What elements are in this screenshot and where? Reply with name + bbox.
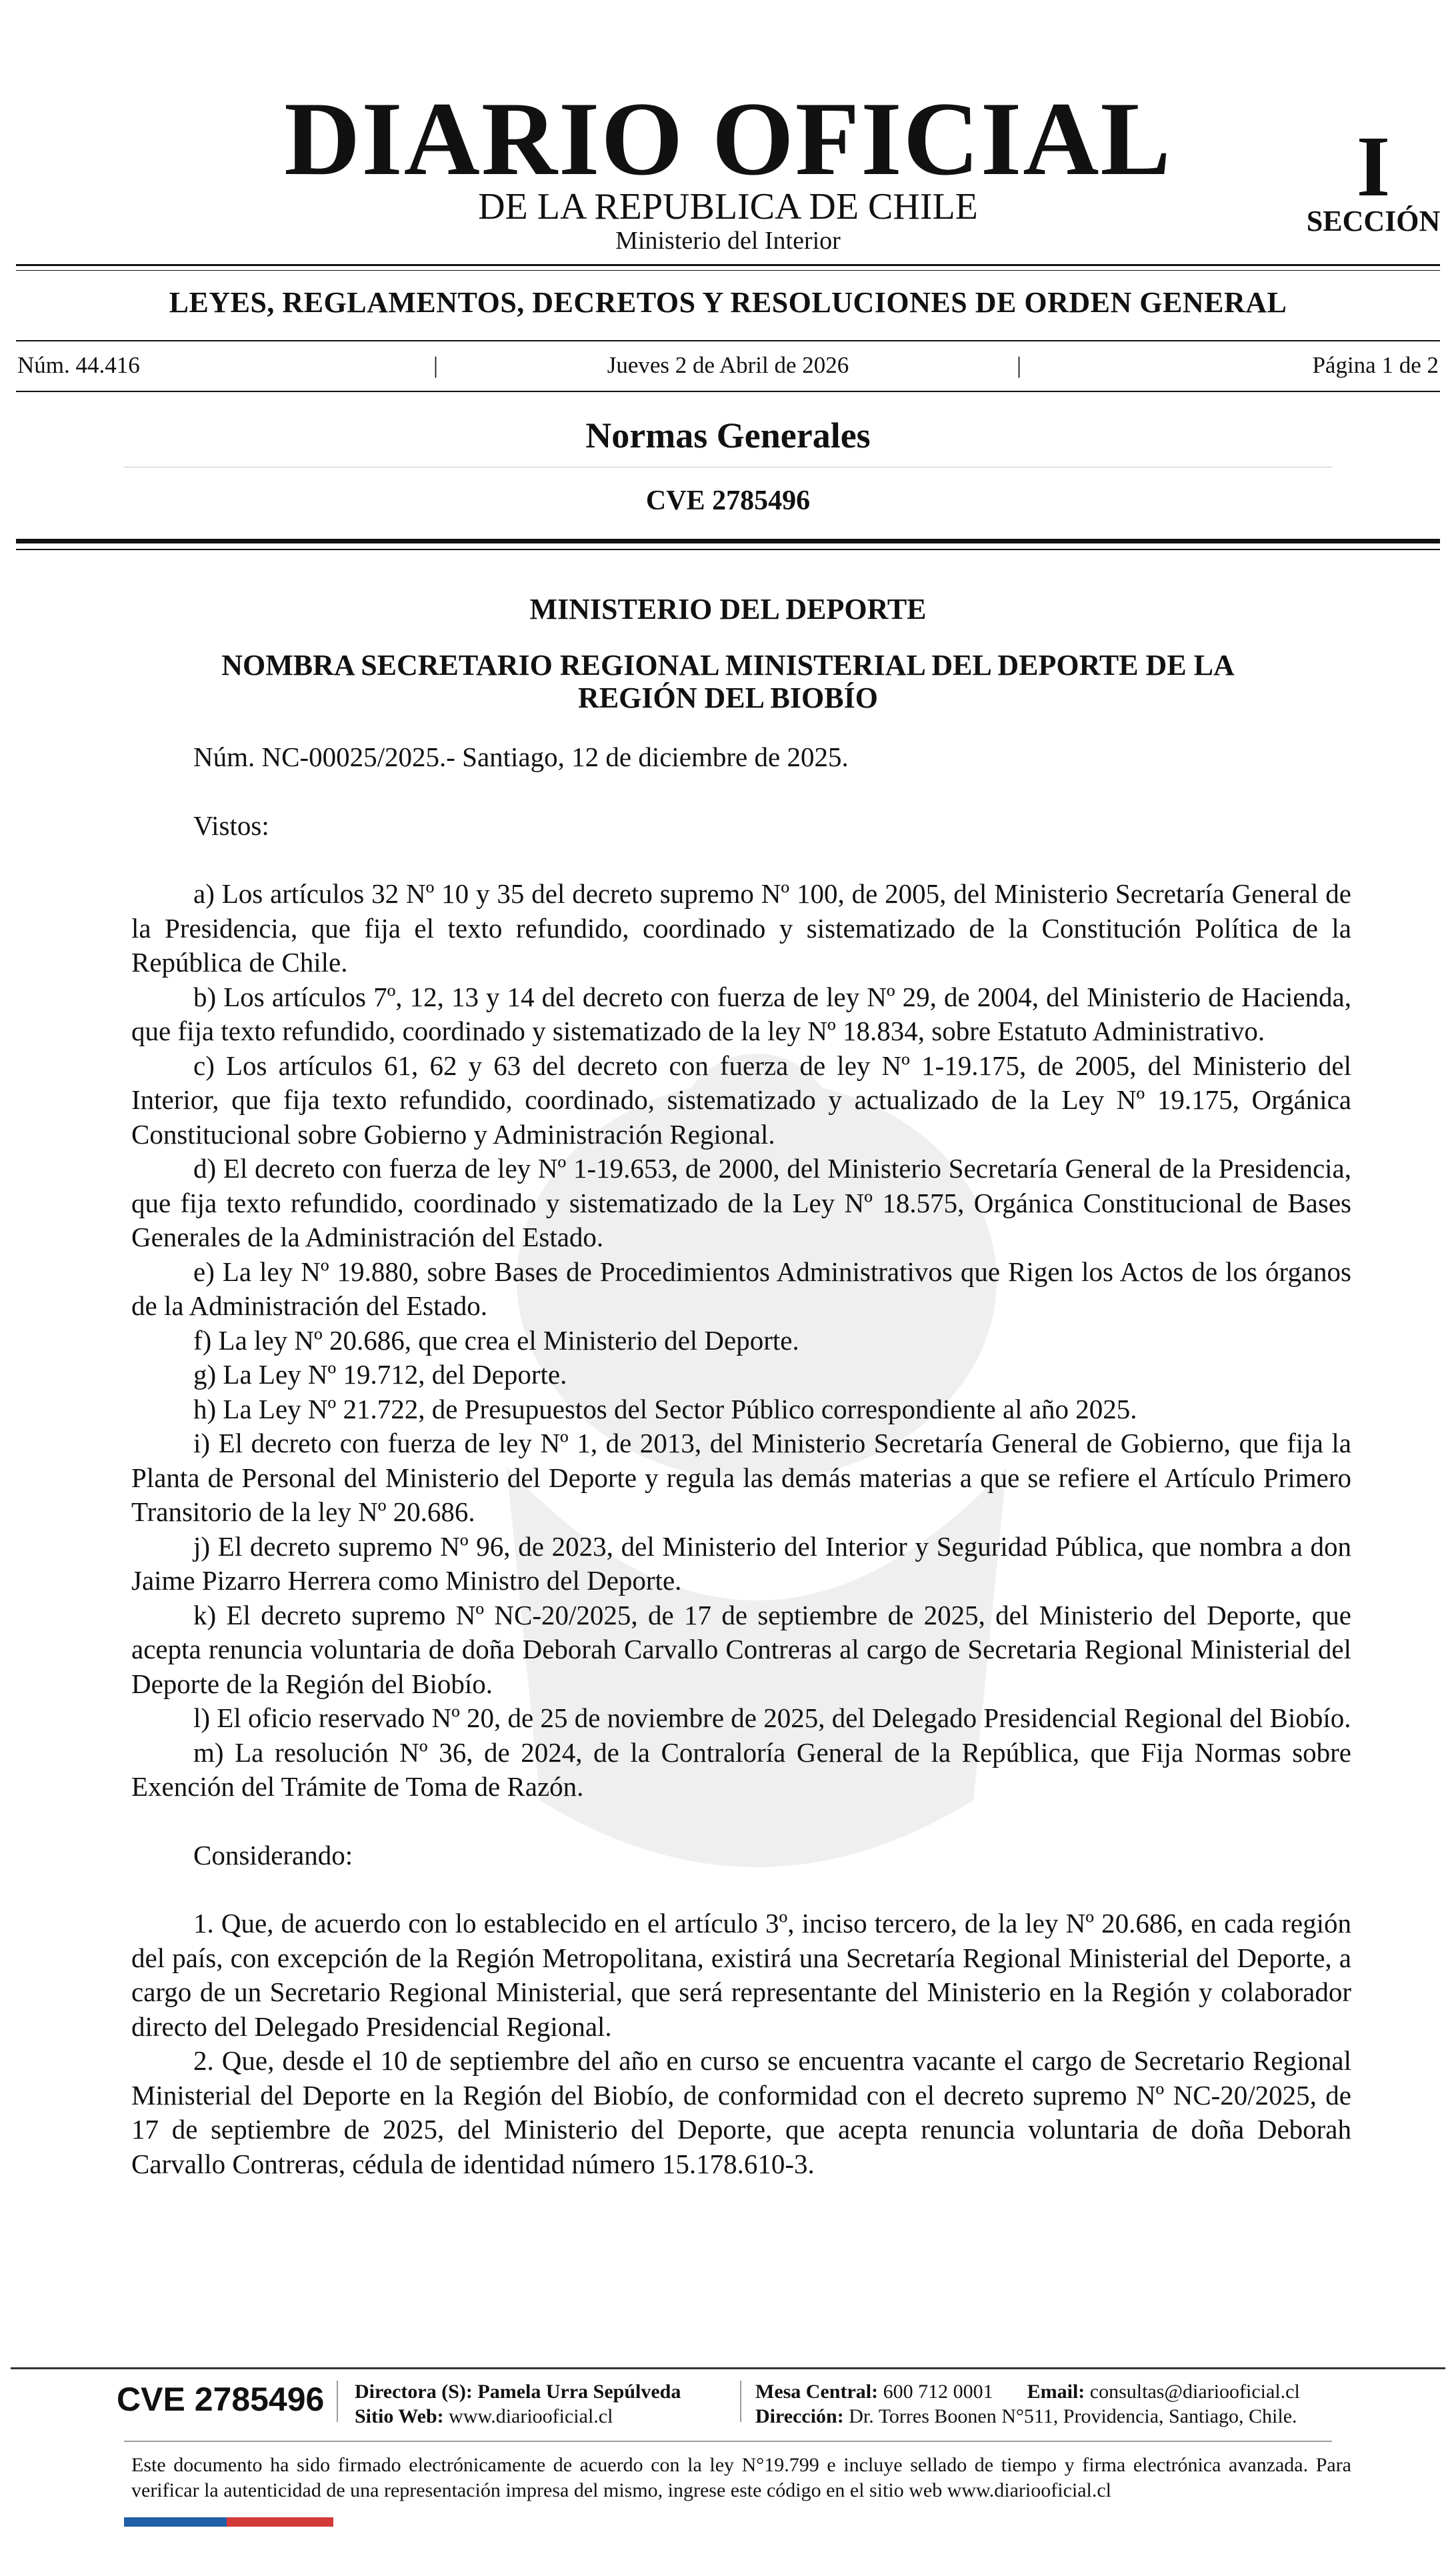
footer-phone-email [755,2382,1300,2402]
document-title-line1: NOMBRA SECRETARIO REGIONAL MINISTERIAL DEL DEPORTE DE LA [221,649,1235,682]
document-body [131,740,1351,2181]
visto-item: j) El decreto supremo Nº 96, de 2023, del Ministerio del Interior y Seguridad Pública, que nombra a don Jaime Pizarro Herrera como Ministro del Deporte. [131,1530,1351,1596]
meta-separator-1: | [433,352,439,378]
visto-item: e) La ley Nº 19.880, sobre Bases de Procedimientos Administrativos que Rigen los Actos de los órganos de la Administración del Estado. [131,1256,1351,1321]
masthead-rule-thin [16,270,1440,271]
director-name: Pamela Urra Sepúlveda [477,2381,681,2403]
footer-separator [337,2381,338,2422]
web-label: Sitio Web: [355,2405,444,2427]
gazette-subtitle: DE LA REPUBLICA DE CHILE [478,186,978,227]
page-indicator: Página 1 de 2 [1312,352,1439,378]
considerando-item: 2. Que, desde el 10 de septiembre del año en curso se encuentra vacante el cargo de Secretario Regional Ministerial del Deporte en la Región del Biobío, de conformidad con el decreto supremo Nº NC-20/2025, de 17 de septiembre de 2025, del Ministerio del Deporte, que acepta renuncia voluntaria de doña Deborah Carvallo Contreras, cédula de identidad número 15.178.610-3. [131,2045,1351,2179]
footer-director [355,2382,681,2402]
flag-stripe-red [227,2517,333,2527]
visto-item: a) Los artículos 32 Nº 10 y 35 del decreto supremo Nº 100, de 2005, del Ministerio Secretaría General de la Presidencia, que fija el texto refundido, coordinado y sistematizado de la Constitución Política de la República de Chile. [131,878,1351,978]
visto-item: i) El decreto con fuerza de ley Nº 1, de 2013, del Ministerio Secretaría General de Gobierno, que fija la Planta de Personal del Ministerio del Deporte y regula las demás materias a que se refiere el Artículo Primero Transitorio de la ley Nº 20.686. [131,1428,1351,1527]
footer-rule [11,2367,1445,2369]
vistos-heading: Vistos: [193,810,269,841]
visto-item: d) El decreto con fuerza de ley Nº 1-19.653, de 2000, del Ministerio Secretaría General de la Presidencia, que fija texto refundido, coordinado y sistematizado de la Ley Nº 18.575, Orgánica Constitucional de Bases Generales de la Administración del Estado. [131,1153,1351,1252]
web-link[interactable]: www.diariooficial.cl [449,2405,613,2427]
document-ministry: MINISTERIO DEL DEPORTE [529,593,927,625]
signature-notice: Este documento ha sido firmado electrónicamente de acuerdo con la ley N°19.799 e incluye sellado de tiempo y firma electrónica avanzada. Para verificar la autenticidad de una representación impresa del mismo, ingrese este código en el sitio web www.diariooficial.cl [131,2454,1351,2501]
issue-number: Núm. 44.416 [17,352,140,378]
meta-rule [16,391,1440,392]
masthead-rule [16,264,1440,266]
visto-item: f) La ley Nº 20.686, que crea el Ministerio del Deporte. [193,1324,799,1356]
considerando-heading: Considerando: [193,1839,353,1870]
document-reference: Núm. NC-00025/2025.- Santiago, 12 de diciembre de 2025. [193,742,849,772]
gazette-title: DIARIO OFICIAL [284,81,1172,197]
section-title: Normas Generales [585,415,871,455]
visto-item: l) El oficio reservado Nº 20, de 25 de noviembre de 2025, del Delegado Presidencial Regional del Biobío. [193,1702,1351,1733]
address-label: Dirección: [755,2405,844,2427]
phone-label: Mesa Central: [755,2381,879,2403]
footer-note-rule [124,2441,1332,2442]
visto-item: h) La Ley Nº 21.722, de Presupuestos del Sector Público correspondiente al año 2025. [193,1393,1137,1424]
footer-address [755,2407,1297,2427]
document-title-line2: REGIÓN DEL BIOBÍO [578,682,878,714]
email-label: Email: [1027,2381,1085,2403]
visto-item: b) Los artículos 7º, 12, 13 y 14 del decreto con fuerza de ley Nº 29, de 2004, del Ministerio de Hacienda, que fija texto refundido, coordinado y sistematizado de la ley Nº 18.834, sobre Estatuto Administrativo. [131,981,1351,1046]
visto-item: k) El decreto supremo Nº NC-20/2025, de 17 de septiembre de 2025, del Ministerio del Deporte, que acepta renuncia voluntaria de doña Deborah Carvallo Contreras al cargo de Secretaria Regional Ministerial del Deporte de la Región del Biobío. [131,1599,1351,1699]
category-rule [16,340,1440,341]
director-label: Directora (S): [355,2381,473,2403]
cve-code: CVE 2785496 [645,485,811,516]
phone-value: 600 712 0001 [883,2381,993,2403]
considerando-item: 1. Que, de acuerdo con lo establecido en el artículo 3º, inciso tercero, de la ley Nº 20.686, en cada región del país, con excepción de la Región Metropolitana, existirá una Secretaría Regional Ministerial del Deporte, a cargo de un Secretario Regional Ministerial, que será representante del Ministerio en la Región y colaborador directo del Delegado Presidencial Regional. [131,1908,1351,2042]
issue-date: Jueves 2 de Abril de 2026 [607,352,849,378]
meta-separator-2: | [1017,352,1022,378]
flag-stripe-blue [124,2517,227,2527]
visto-item: m) La resolución Nº 36, de 2024, de la Contraloría General de la República, que Fija Normas sobre Exención del Trámite de Toma de Razón. [131,1736,1351,1802]
gazette-ministry: Ministerio del Interior [615,227,841,255]
visto-item: c) Los artículos 61, 62 y 63 del decreto con fuerza de ley Nº 1-19.175, de 2005, del Ministerio del Interior, que fija texto refundido, coordinado, sistematizado y actualizado de la Ley Nº 19.175, Orgánica Constitucional sobre Gobierno y Administración Regional. [131,1050,1351,1150]
section-number: I [1356,119,1391,215]
category-heading: LEYES, REGLAMENTOS, DECRETOS Y RESOLUCIONES DE ORDEN GENERAL [169,286,1287,319]
footer-cve-code: CVE 2785496 [117,2381,325,2418]
footer-separator [740,2381,741,2422]
address-value: Dr. Torres Boonen N°511, Providencia, Santiago, Chile. [849,2405,1297,2427]
footer-website [355,2407,613,2427]
email-link[interactable]: consultas@diariooficial.cl [1089,2381,1300,2403]
section-label: SECCIÓN [1306,205,1441,237]
header-rule-thin [16,549,1440,550]
header-rule-thick [16,539,1440,543]
visto-item: g) La Ley Nº 19.712, del Deporte. [193,1359,567,1390]
